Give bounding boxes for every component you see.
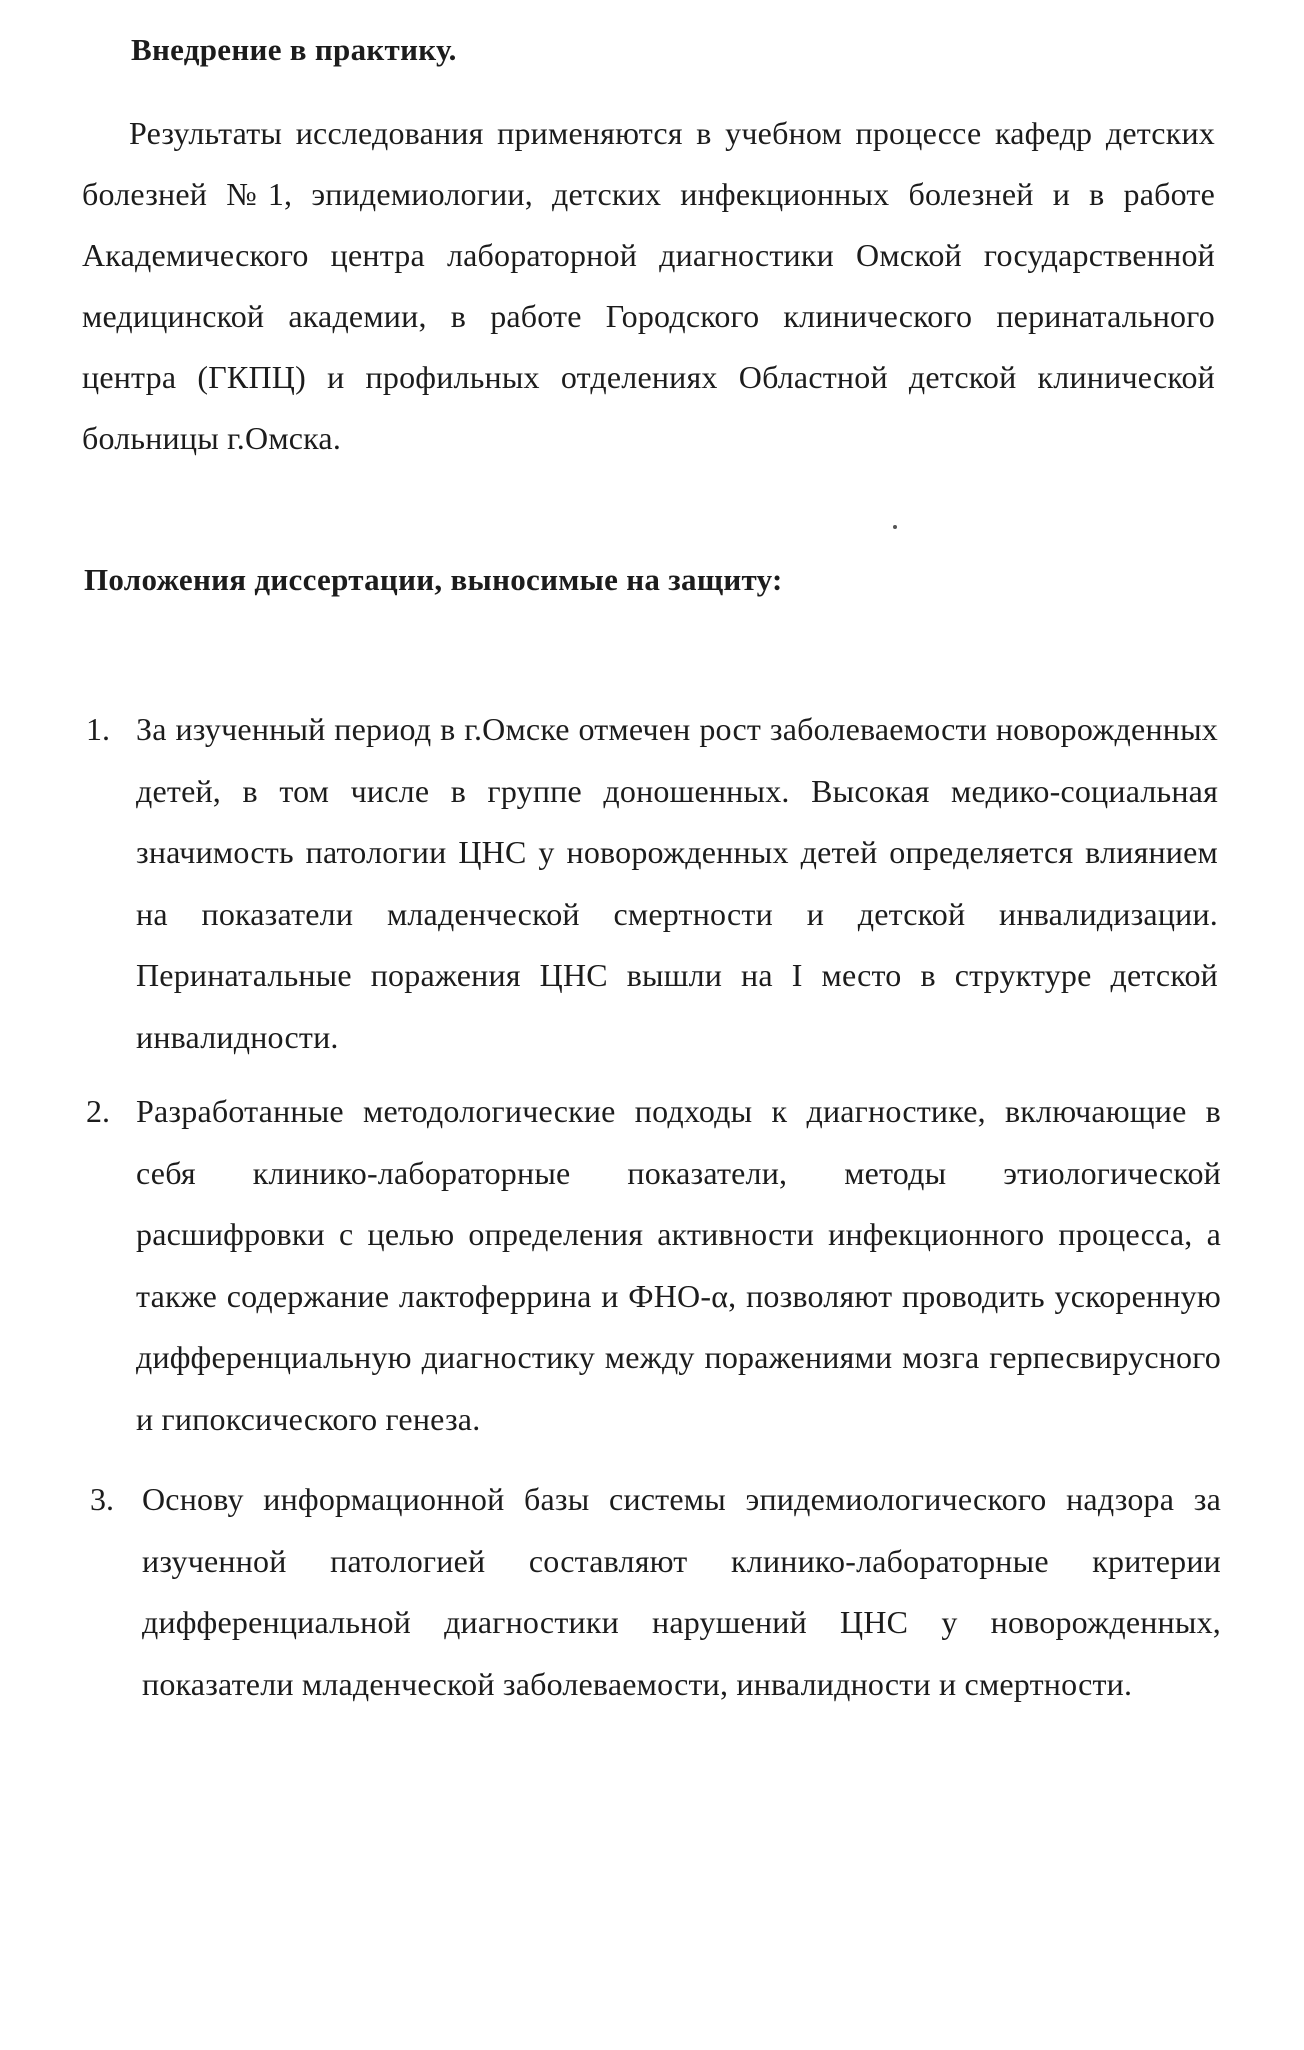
list-item-text: За изученный период в г.Омске отмечен рост заболеваемости новорожденных детей, в том числе в группе доношенных. Высокая медико-социальная значимость патологии ЦНС у новорожденных детей определяется влиянием на показатели младенческой смертности и детской инвалидизации. Перинатальные поражения ЦНС вышли на I место в структуре детской инвалидности. — [136, 711, 1218, 1055]
scan-speck — [893, 525, 897, 529]
list-item — [86, 1081, 1221, 1450]
section-title-implementation: Внедрение в практику. — [131, 32, 457, 67]
list-item-text: Основу информационной базы системы эпидемиологического надзора за изученной патологией составляют клинико-лабораторные критерии дифференциальной диагностики нарушений ЦНС у новорожденных, показатели младенческой заболеваемости, инвалидности и смертности. — [142, 1481, 1221, 1702]
list-item-number: 1. — [86, 711, 110, 747]
list-item-text: Разработанные методологические подходы к диагностике, включающие в себя клинико-лабораторные показатели, методы этиологической расшифровки с целью определения активности инфекционного процесса, а также содержание лактоферрина и ФНО-α, позволяют проводить ускоренную дифференциальную диагностику между поражениями мозга герпесвирусного и гипоксического генеза. — [136, 1093, 1221, 1437]
implementation-paragraph: Результаты исследования применяются в учебном процессе кафедр детских болезней №1, эпидемиологии, детских инфекционных болезней и в работе Академического центра лабораторной диагностики Омской государственной медицинской академии, в работе Городского клинического перинатального центра (ГКПЦ) и профильных отделениях Областной детской клинической больницы г.Омска. — [82, 115, 1215, 456]
list-item — [90, 1469, 1221, 1715]
list-item-number: 2. — [86, 1093, 110, 1129]
list-item — [86, 699, 1218, 1068]
section-title-theses: Положения диссертации, выносимые на защиту: — [84, 562, 783, 597]
list-item-number: 3. — [90, 1481, 114, 1517]
